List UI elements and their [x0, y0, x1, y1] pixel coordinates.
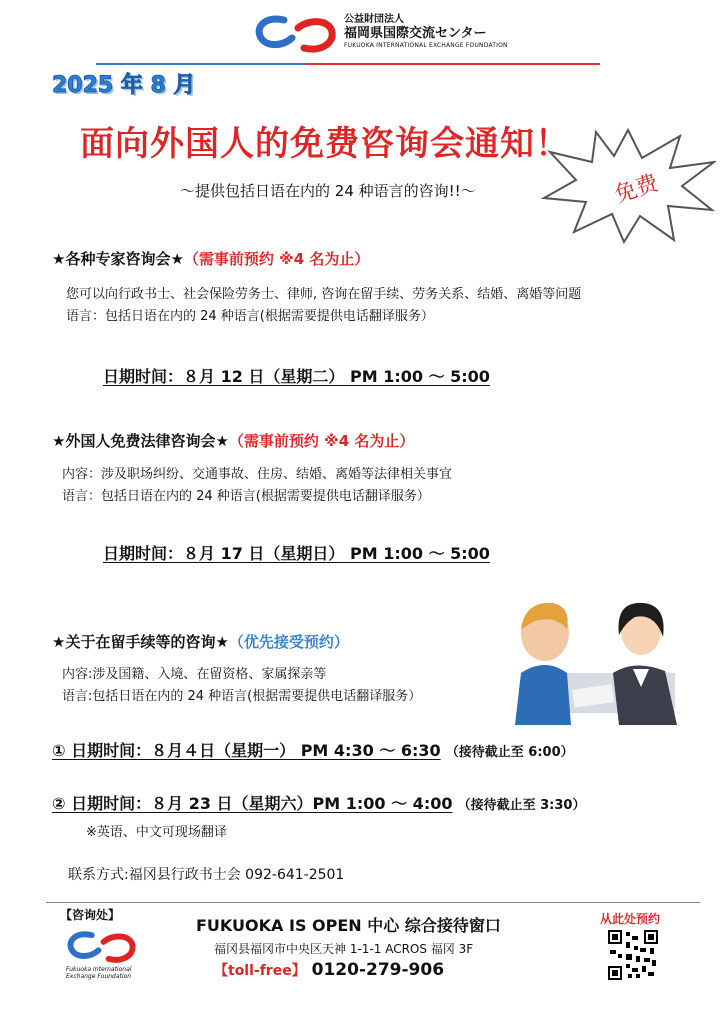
org-line2: 福岡県国際交流センター — [344, 26, 487, 41]
qr-code-icon[interactable] — [608, 930, 658, 980]
header-rule-blue — [96, 63, 306, 65]
section1-line2: 语言：包括日语在内的 24 种语言(根据需要提供电话翻译服务） — [66, 309, 434, 324]
section3-date1-note: （接待截止至 6:00） — [445, 745, 574, 760]
consult-label: 【咨询处】 — [60, 908, 121, 922]
translation-note: ※英语、中文可现场翻译 — [86, 825, 227, 840]
section3-line2: 语言:包括日语在内的 24 种语言(根据需要提供电话翻译服务） — [62, 689, 422, 704]
section2-title: ★外国人免费法律咨询会★ — [52, 432, 229, 450]
section2-body — [62, 464, 452, 508]
footer-logo-caption1: Fukuoka International — [66, 966, 132, 973]
section1-note: （需事前预约 ※4 名为止） — [183, 250, 370, 268]
section2-line1: 内容：涉及职场纠纷、交通事故、住房、结婚、离婚等法律相关事宜 — [62, 467, 453, 482]
main-title: 面向外国人的免费咨询会通知！ — [80, 124, 570, 164]
org-line1: 公益財団法人 — [344, 14, 404, 25]
organization-name — [344, 14, 508, 50]
section3-title: ★关于在留手续等的咨询★ — [52, 633, 229, 651]
footer-foundation-logo — [62, 930, 140, 964]
contact-info: 联系方式:福冈县行政书士会 092-641-2501 — [68, 867, 345, 883]
section1-heading — [52, 248, 369, 269]
section2-heading — [52, 430, 414, 451]
footer-logo-caption2: Exchange Foundation — [66, 973, 132, 980]
section3-body — [62, 664, 421, 708]
subtitle: ～提供包括日语在内的 24 种语言的咨询!!～ — [180, 182, 476, 200]
date-title: 2025 年 8 月 — [52, 73, 196, 98]
section2-note: （需事前预约 ※4 名为止） — [228, 432, 415, 450]
foundation-logo — [254, 14, 336, 54]
section3-line1: 内容:涉及国籍、入境、在留资格、家属探亲等 — [62, 667, 327, 682]
consultation-illustration — [515, 595, 685, 725]
free-badge: 免费 — [611, 170, 662, 209]
section3-date1-row — [52, 738, 574, 761]
section1-datetime: 日期时间：８月 12 日（星期二） PM 1:00 ～ 5:00 — [103, 367, 490, 386]
section3-note: （优先接受预约） — [228, 633, 349, 651]
section3-date2-row — [52, 791, 585, 814]
section1-title: ★各种专家咨询会★ — [52, 250, 184, 268]
org-line3: FUKUOKA INTERNATIONAL EXCHANGE FOUNDATION — [344, 42, 508, 49]
section3-heading — [52, 631, 349, 652]
toll-free-phone[interactable] — [214, 960, 444, 980]
section3-date1: ① 日期时间：８月４日（星期一） PM 4:30 ～ 6:30 — [52, 741, 441, 760]
center-name: FUKUOKA IS OPEN 中心 综合接待窗口 — [196, 916, 501, 935]
header-rule-red — [306, 63, 600, 65]
section3-date2-note: （接待截止至 3:30） — [457, 798, 586, 813]
footer-rule — [46, 902, 700, 903]
section3-date2: ② 日期时间：８月 23 日（星期六）PM 1:00 ～ 4:00 — [52, 794, 453, 813]
center-address: 福冈县福冈市中央区天神 1-1-1 ACROS 福冈 3F — [214, 942, 474, 956]
toll-free-label: 【toll-free】 — [214, 963, 306, 979]
section2-line2: 语言：包括日语在内的 24 种语言(根据需要提供电话翻译服务） — [62, 489, 430, 504]
footer-logo-caption — [66, 966, 131, 980]
reserve-label: 从此处预约 — [600, 912, 661, 926]
section1-line1: 您可以向行政书士、社会保险劳务士、律师, 咨询在留手续、劳务关系、结婚、离婚等问题 — [66, 287, 582, 302]
section1-body — [66, 284, 581, 328]
section2-datetime: 日期时间：８月 17 日（星期日） PM 1:00 ～ 5:00 — [103, 544, 490, 563]
phone-number: 0120-279-906 — [311, 960, 445, 980]
